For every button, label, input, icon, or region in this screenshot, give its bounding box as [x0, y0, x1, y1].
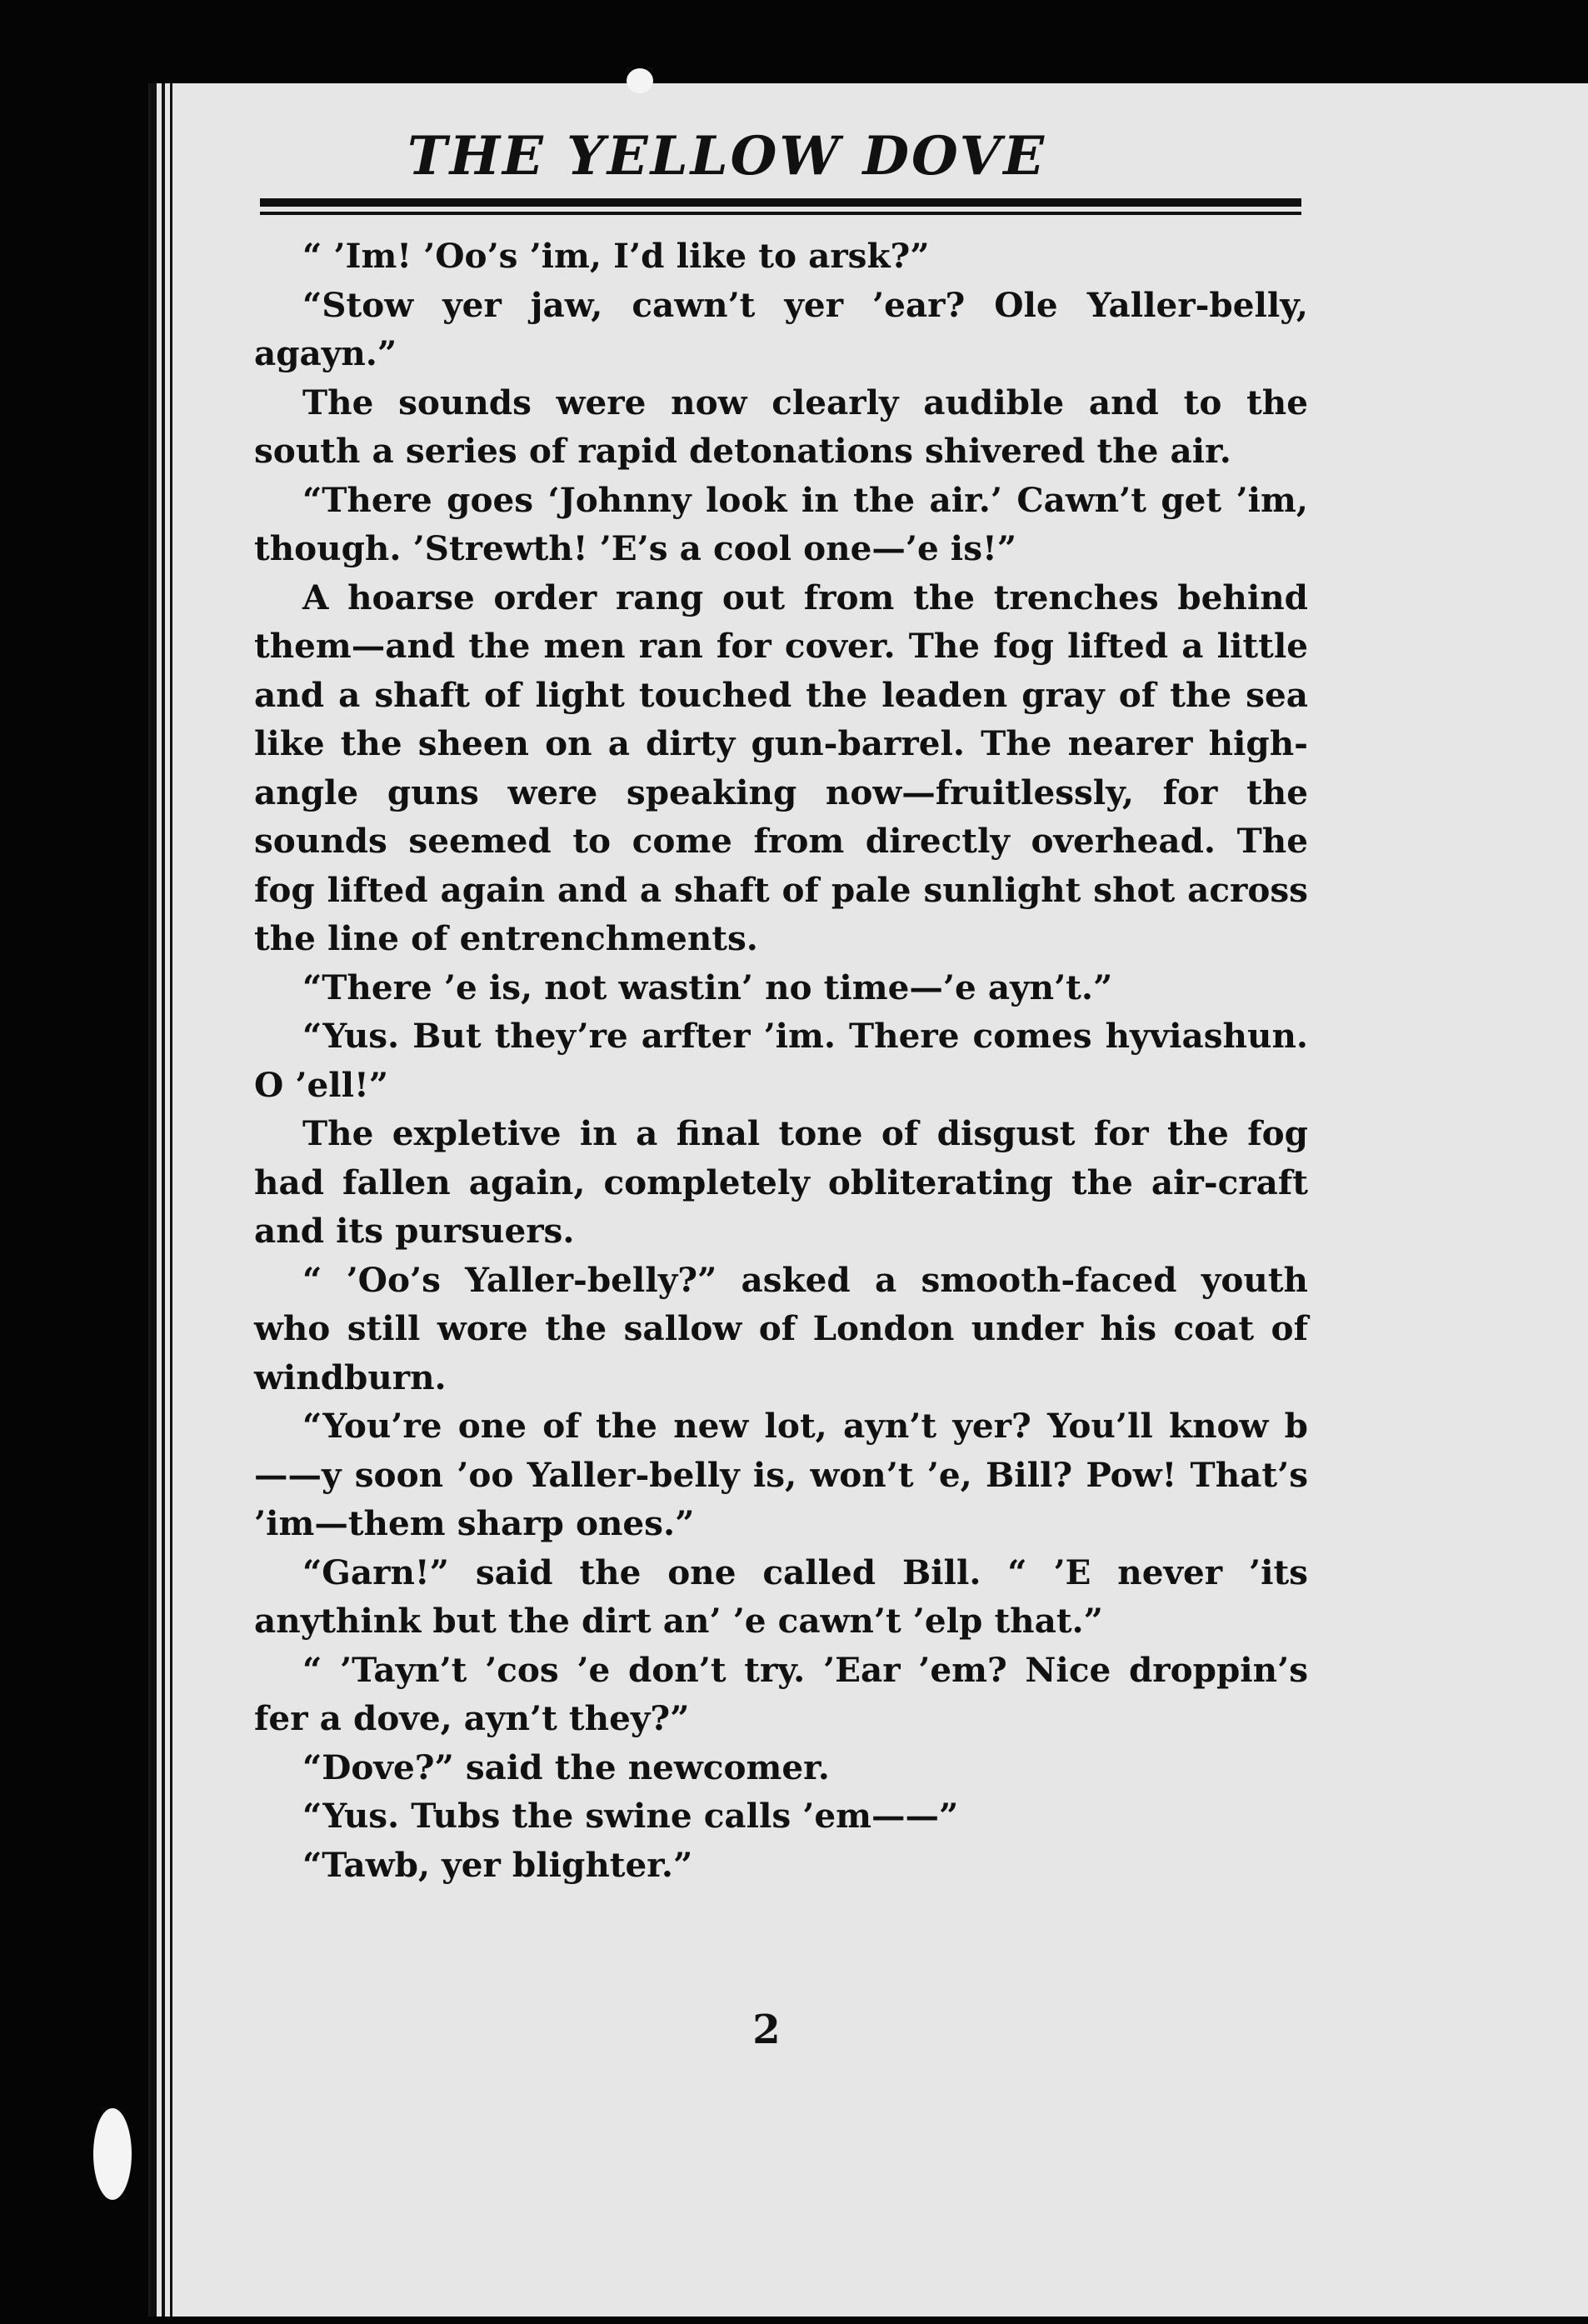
paragraph: “Tawb, yer blighter.”	[302, 1844, 693, 1885]
running-head: THE YELLOW DOVE	[407, 125, 1047, 187]
binding-edge-line	[150, 83, 157, 2317]
paragraph: “ ’Tayn’t ’cos ’e don’t try. ’Ear ’em? Nice droppin’s fer a dove, ayn’t they?”	[254, 1649, 1308, 1738]
paragraph: The expletive in a final tone of disgust for the fog had fallen again, completely obliterating the air-craft and its pursuers.	[254, 1113, 1308, 1251]
paragraph: “Yus. But they’re arfter ’im. There comes hyviashun. O ’ell!”	[254, 1016, 1308, 1105]
header-rule	[260, 198, 1301, 207]
paragraph: “Garn!” said the one called Bill. “ ’E never ’its anythink but the dirt an’ ’e cawn’t ’elp that.”	[254, 1552, 1308, 1641]
paragraph: A hoarse order rang out from the trenches behind them—and the men ran for cover. The fog lifted a little and a shaft of light touched the leaden gray of the sea like the sheen on a dirty gun-barrel. The nearer high-angle guns were speaking now—fruitlessly, for the sounds seemed to come from directly overhead. The fog lifted again and a shaft of pale sunlight shot across the line of entrenchments.	[254, 577, 1308, 958]
paragraph: “Stow yer jaw, cawn’t yer ’ear? Ole Yaller-belly, agayn.”	[254, 284, 1308, 373]
binding-edge-line	[162, 83, 165, 2317]
paragraph: “ ’Im! ’Oo’s ’im, I’d like to arsk?”	[302, 236, 930, 276]
paragraph: “There goes ‘Johnny look in the air.’ Cawn’t get ’im, though. ’Strewth! ’E’s a cool one—’e is!”	[254, 479, 1308, 568]
header-rule	[260, 212, 1301, 215]
paragraph: The sounds were now clearly audible and to the south a series of rapid detonations shivered the air.	[254, 382, 1308, 471]
page-number: 2	[752, 2007, 781, 2053]
paragraph: “You’re one of the new lot, ayn’t yer? You’ll know b——y soon ’oo Yaller-belly is, won’t ’e, Bill? Pow! That’s ’im—them sharp ones.”	[254, 1406, 1308, 1543]
paragraph: “ ’Oo’s Yaller-belly?” asked a smooth-faced youth who still wore the sallow of London under his coat of windburn.	[254, 1259, 1308, 1397]
paragraph: “There ’e is, not wastin’ no time—’e ayn’t.”	[302, 967, 1113, 1007]
binding-edge-line	[170, 83, 172, 2317]
paper-hole	[627, 68, 653, 93]
paragraph: “Dove?” said the newcomer.	[302, 1747, 830, 1787]
paragraph: “Yus. Tubs the swine calls ’em——”	[302, 1796, 959, 1836]
body-text	[254, 232, 1308, 1889]
paper-hole	[93, 2108, 132, 2200]
